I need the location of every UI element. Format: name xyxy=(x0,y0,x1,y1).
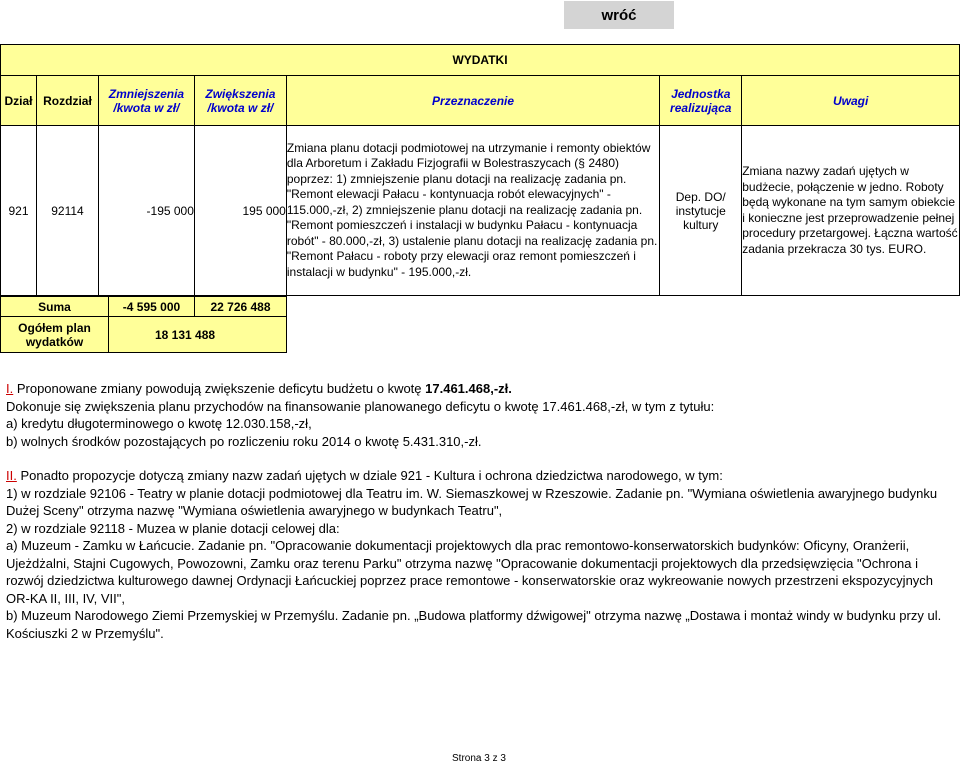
suma-zmniejszenia: -4 595 000 xyxy=(109,297,195,317)
back-button[interactable]: wróć xyxy=(564,1,674,29)
header-zmniejszenia: Zmniejszenia /kwota w zł/ xyxy=(98,76,194,126)
ogolem-label: Ogółem plan wydatków xyxy=(1,317,109,353)
note-5-number: II. xyxy=(6,468,17,483)
header-zwiekszenia: Zwiększenia /kwota w zł/ xyxy=(194,76,286,126)
note-1-amount: 17.461.468,-zł xyxy=(425,381,509,396)
header-rozdzial: Rozdział xyxy=(36,76,98,126)
notes xyxy=(6,380,956,642)
note-6: 1) w rozdziale 92106 - Teatry w planie dotacji podmiotowej dla Teatru im. W. Siemaszkowej w Rzeszowie. Zadanie pn. "Wymiana oświetlenia awaryjnego budynku Dużej Sceny" otrzyma nazwę "Wymiana oświetlenia awaryjnego w budynkach Teatru", xyxy=(6,485,938,518)
summary-table xyxy=(0,296,287,353)
ogolem-value: 18 131 488 xyxy=(109,317,287,353)
header-jednostka: Jednostka realizująca xyxy=(660,76,742,126)
cell-jednostka: Dep. DO/ instytucje kultury xyxy=(660,126,742,296)
header-przeznaczenie: Przeznaczenie xyxy=(286,76,659,126)
expenses-table xyxy=(0,44,960,296)
note-4: b) wolnych środków pozostających po rozliczeniu roku 2014 o kwotę 5.431.310,-zł. xyxy=(6,433,482,449)
table-row xyxy=(1,126,960,296)
cell-przeznaczenie: Zmiana planu dotacji podmiotowej na utrzymanie i remonty obiektów dla Arboretum i Zakładu Fizjografii w Bolestraszycach (§ 2480) poprzez: 1) zmniejszenie planu dotacji na realizację zadania pn. "Remont elewacji Pałacu - kontynuacja robót elewacyjnych" - 115.000,-zł, 2) zmniejszenie planu dotacji na realizację zadania pn. "Remont pomieszczeń i instalacji w budynku Pałacu - kontynuacja robót" - 80.000,-zł, 3) ustalenie planu dotacji na realizację zadania pn. "Remont Pałacu - roboty przy elewacji oraz remont pomieszczeń i instalacji w budynku" - 195.000,-zł. xyxy=(286,126,659,296)
note-1 xyxy=(6,380,956,398)
cell-rozdzial: 92114 xyxy=(36,126,98,296)
cell-zwiekszenia: 195 000 xyxy=(194,126,286,296)
table-title: WYDATKI xyxy=(1,45,960,76)
cell-zmniejszenia: -195 000 xyxy=(98,126,194,296)
suma-label: Suma xyxy=(1,297,109,317)
note-5 xyxy=(6,467,956,485)
note-2: Dokonuje się zwiększenia planu przychodów na finansowanie planowanego deficytu o kwotę 17.461.468,-zł, w tym z tytułu: xyxy=(6,398,715,414)
cell-uwagi: Zmiana nazwy zadań ujętych w budżecie, połączenie w jedno. Roboty będą wykonane na tym samym obiekcie i konieczne jest przeprowadzenie pełnej procedury przetargowej. Łączna wartość zadania przekracza 30 tys. EURO. xyxy=(742,126,960,296)
page-number: Strona 3 z 3 xyxy=(452,753,506,764)
note-7: 2) w rozdziale 92118 - Muzea w planie dotacji celowej dla: xyxy=(6,520,340,536)
note-9: b) Muzeum Narodowego Ziemi Przemyskiej w Przemyślu. Zadanie pn. „Budowa platformy dźwigowej" otrzyma nazwę „Dostawa i montaż windy w budynku przy ul. Kościuszki 2 w Przemyślu". xyxy=(6,608,942,641)
suma-zwiekszenia: 22 726 488 xyxy=(195,297,287,317)
header-uwagi: Uwagi xyxy=(742,76,960,126)
note-1-number: I. xyxy=(6,381,14,396)
note-3: a) kredytu długoterminowego o kwotę 12.030.158,-zł, xyxy=(6,416,312,431)
note-5-text: Ponadto propozycje dotyczą zmiany nazw zadań ujętych w dziale 921 - Kultura i ochrona dziedzictwa narodowego, w tym: xyxy=(16,468,723,483)
cell-dzial: 921 xyxy=(1,126,37,296)
note-1-end: . xyxy=(508,381,512,396)
note-8: a) Muzeum - Zamku w Łańcucie. Zadanie pn. "Opracowanie dokumentacji projektowych dla prac remontowo-konserwatorskich budynków: Oficyny, Oranżerii, Ujeżdżalni, Stajni Cugowych, Powozowni, Zamku oraz terenu Parku" otrzyma nazwę "Opracowanie dokumentacji projektowych dla przedsięwzięcia "Ochrona i rozwój dziedzictwa kulturowego dawnej Ordynacji Łańcuckiej poprzez prace remontowe - konserwatorskie oraz wykreowanie nowych przestrzeni ekspozycyjnych OR-KA II, III, IV, VII", xyxy=(6,538,934,606)
note-1-text: Proponowane zmiany powodują zwiększenie deficytu budżetu o kwotę xyxy=(13,381,426,396)
header-dzial: Dział xyxy=(1,76,37,126)
